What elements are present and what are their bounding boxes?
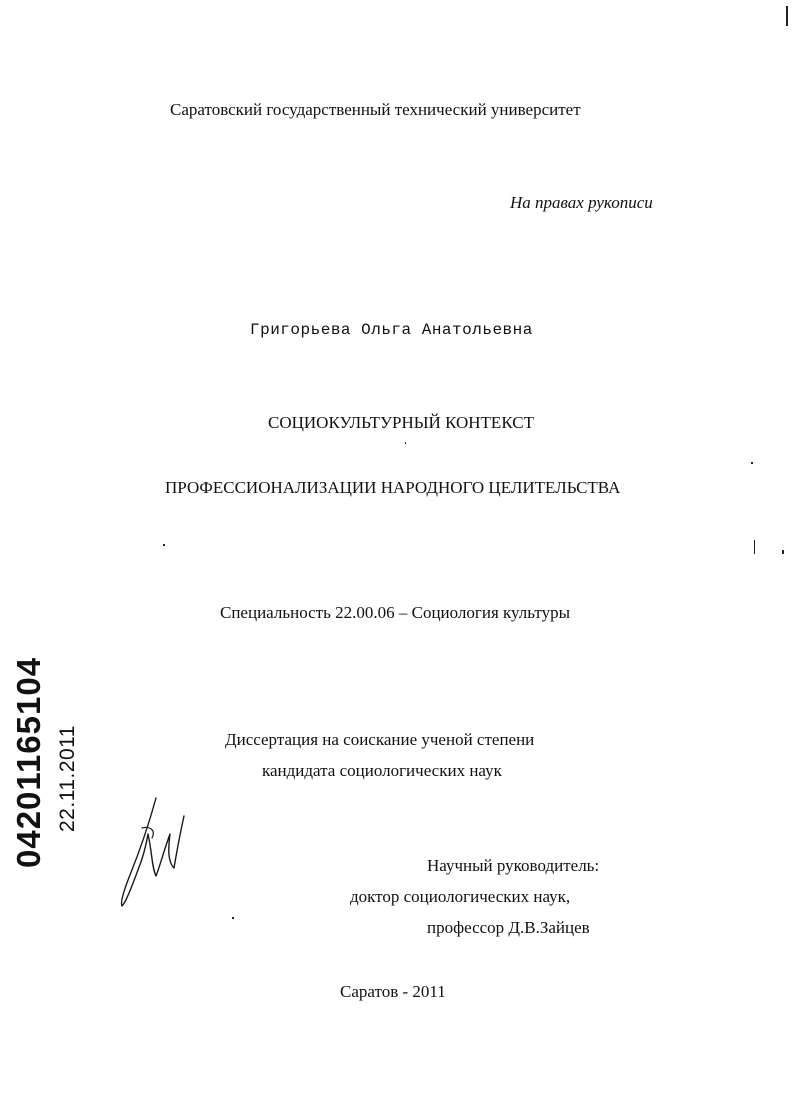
supervisor-label: Научный руководитель: (427, 856, 600, 875)
supervisor-degree: доктор социологических наук, (350, 887, 571, 906)
title-line-2: ПРОФЕССИОНАЛИЗАЦИИ НАРОДНОГО ЦЕЛИТЕЛЬСТВА (165, 478, 621, 497)
scan-artifact (751, 462, 753, 464)
title-line-1: СОЦИОКУЛЬТУРНЫЙ КОНТЕКСТ (268, 413, 534, 432)
dissertation-line-2: кандидата социологических наук (262, 761, 502, 780)
supervisor-name: профессор Д.В.Зайцев (427, 918, 590, 937)
manuscript-rights-note: На правах рукописи (510, 193, 653, 212)
scan-artifact (232, 917, 234, 919)
scan-artifact (405, 442, 406, 444)
scan-artifact (786, 6, 788, 26)
dissertation-line-1: Диссертация на соискание ученой степени (225, 730, 535, 749)
university-name: Саратовский государственный технический университет (170, 100, 581, 119)
scan-artifact (782, 550, 784, 554)
scan-artifact (754, 540, 755, 554)
library-catalog-number: 04201165104 (10, 656, 47, 868)
library-stamp-date: 22.11.2011 (56, 725, 79, 832)
author-name: Григорьева Ольга Анатольевна (250, 321, 533, 339)
scan-artifact (163, 544, 165, 546)
specialty: Специальность 22.00.06 – Социология культуры (220, 603, 571, 622)
city-year: Саратов - 2011 (340, 982, 446, 1001)
handwritten-signature (112, 790, 192, 915)
